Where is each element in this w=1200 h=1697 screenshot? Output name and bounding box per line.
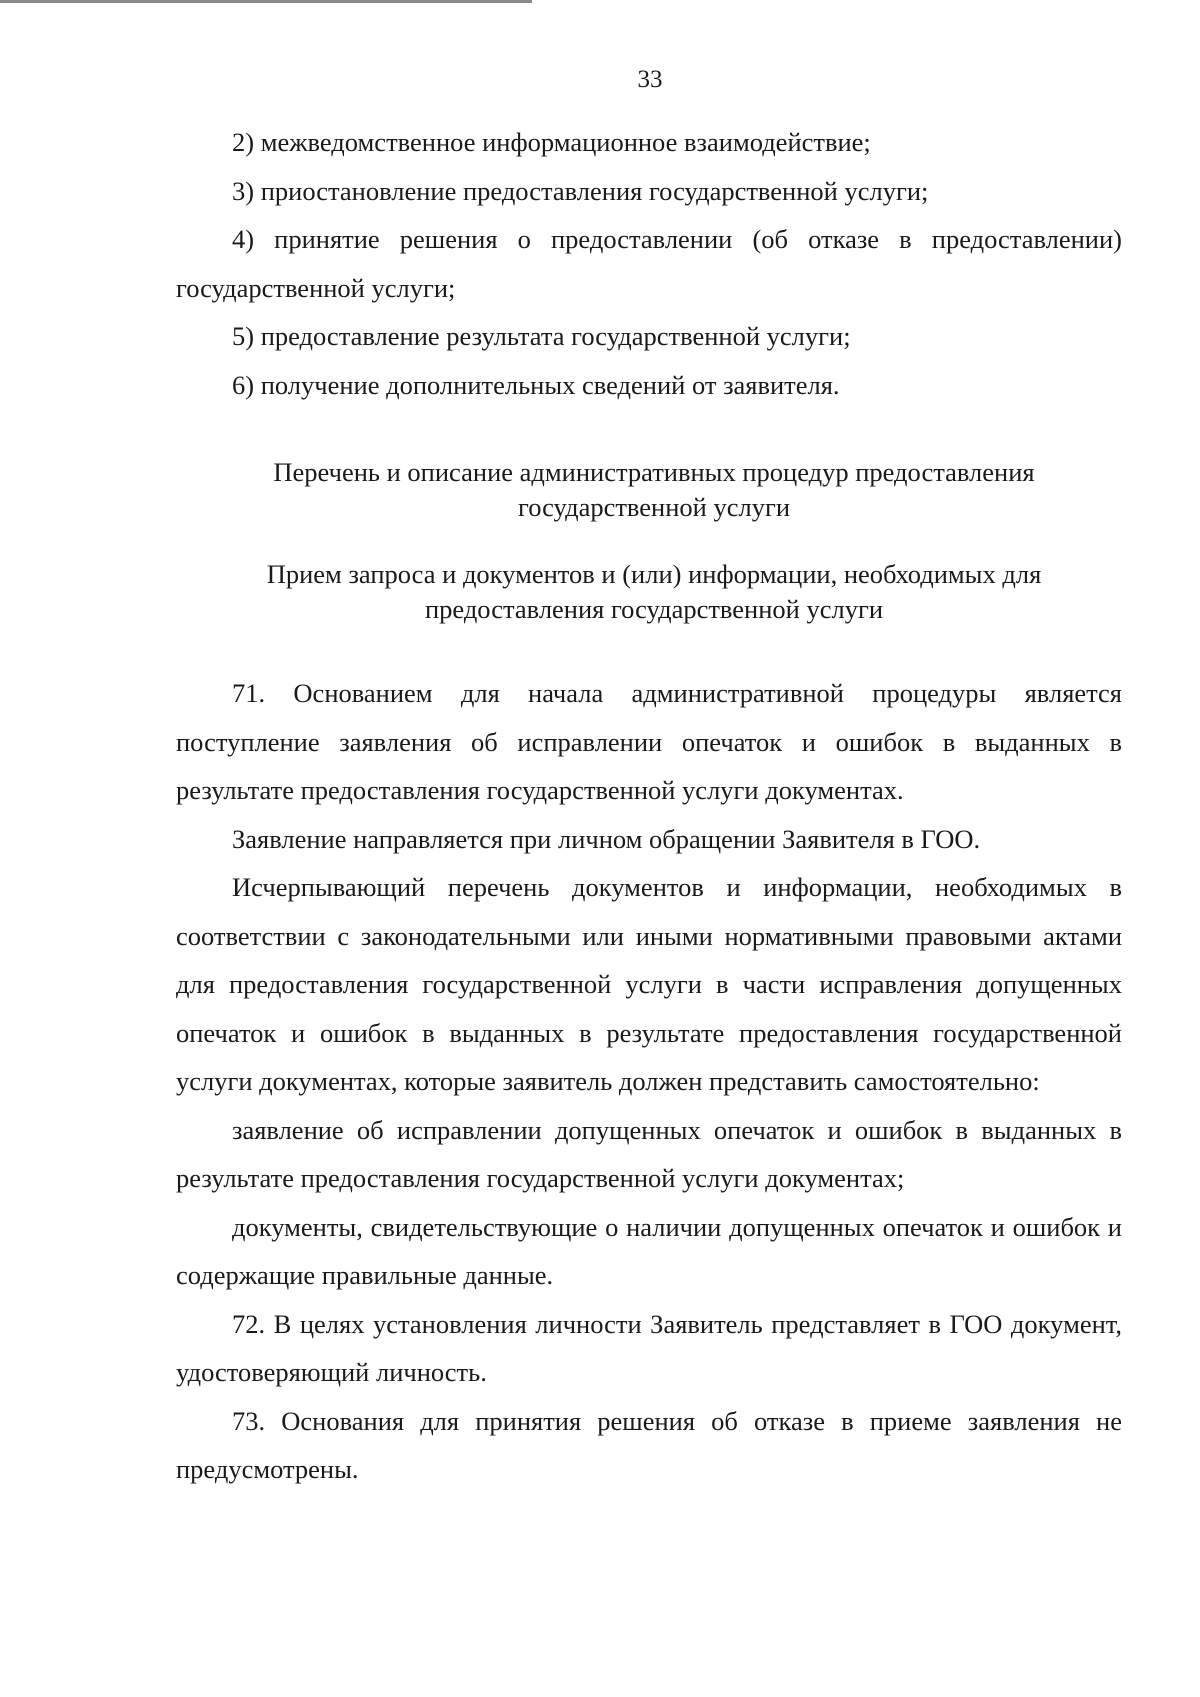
paragraph: документы, свидетельствующие о наличии допущенных опечаток и ошибок и содержащие правильные данные. — [176, 1211, 1122, 1290]
subsection-heading: Прием запроса и документов и (или) информации, необходимых для предоставления государственной услуги — [266, 559, 1042, 624]
list-item: 5) предоставление результата государственной услуги; — [232, 321, 851, 351]
document-body — [176, 118, 1122, 1494]
list-item: 4) принятие решения о предоставлении (об отказе в предоставлении) государственной услуги; — [176, 224, 1122, 303]
list-item: 2) межведомственное информационное взаимодействие; — [232, 127, 871, 157]
spacer — [176, 627, 1122, 669]
paragraph-71: 71. Основанием для начала административной процедуры является поступление заявления об исправлении опечаток и ошибок в выданных в результате предоставления государственной услуги документах. — [176, 678, 1122, 805]
spacer — [176, 409, 1122, 455]
list-item: 3) приостановление предоставления государственной услуги; — [232, 175, 929, 206]
page-number: 33 — [637, 66, 663, 93]
paragraph-73: 73. Основания для принятия решения об отказе в приеме заявления не предусмотрены. — [176, 1405, 1122, 1484]
paragraph: Исчерпывающий перечень документов и информации, необходимых в соответствии с законодательными или иными нормативными правовыми актами для предоставления государственной услуги в части исправления допущенных опечаток и ошибок в выданных в результате предоставления государственной услуги документах, которые заявитель должен представить самостоятельно: — [176, 872, 1122, 1096]
section-heading: Перечень и описание административных процедур предоставления государственной услуги — [273, 457, 1035, 522]
paragraph: Заявление направляется при личном обращении Заявителя в ГОО. — [232, 823, 981, 854]
list-item: 6) получение дополнительных сведений от заявителя. — [232, 369, 840, 400]
paragraph: заявление об исправлении допущенных опечаток и ошибок в выданных в результате предоставления государственной услуги документах; — [176, 1114, 1122, 1193]
paragraph-72: 72. В целях установления личности Заявитель представляет в ГОО документ, удостоверяющий личность. — [176, 1308, 1122, 1387]
spacer — [176, 525, 1122, 557]
